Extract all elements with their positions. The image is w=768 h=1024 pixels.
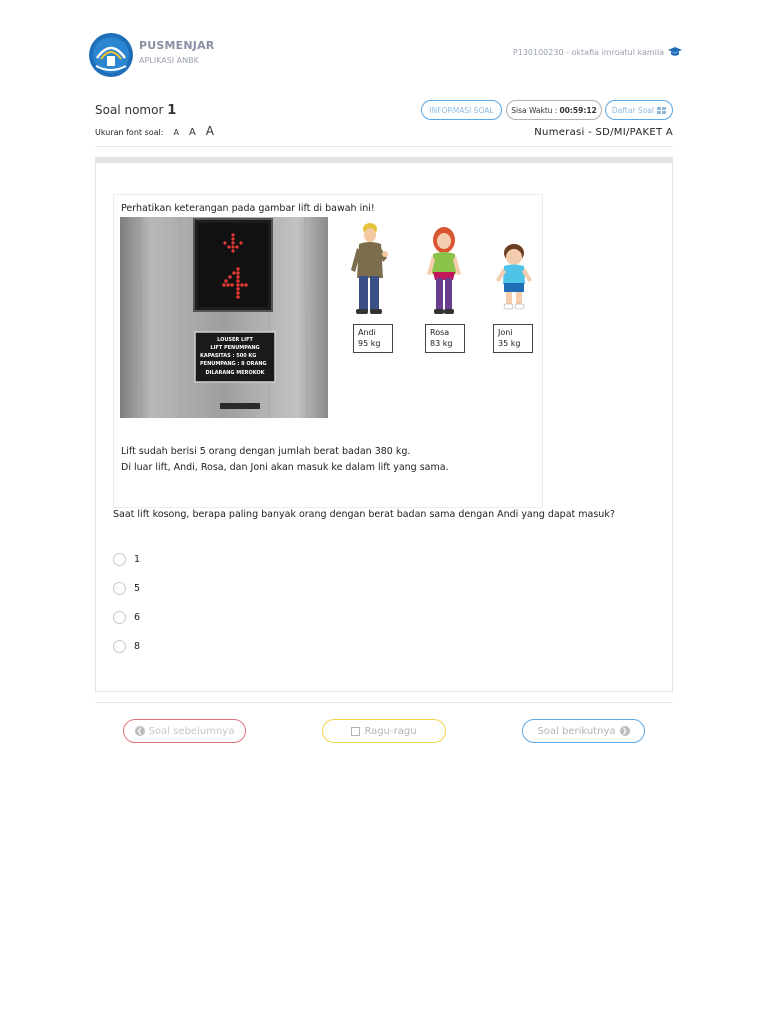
prev-question-label: Soal sebelumnya <box>148 725 235 737</box>
tut-wuri-logo <box>88 32 134 78</box>
lift-sign-line1: LOUSER LIFT <box>217 337 253 343</box>
rosa-weight: 83 kg <box>430 339 453 348</box>
daftar-soal-button[interactable] <box>605 100 673 120</box>
radio-button[interactable] <box>113 582 126 595</box>
info-soal-button[interactable]: INFORMASI SOAL <box>421 100 502 120</box>
rosa-name: Rosa <box>430 328 450 337</box>
radio-button[interactable] <box>113 640 126 653</box>
question-text: Saat lift kosong, berapa paling banyak orang dengan berat badan sama dengan Andi yang dapat masuk? <box>113 509 615 520</box>
chevron-right-circle-icon: ❯ <box>620 726 630 736</box>
option-1[interactable] <box>113 553 140 566</box>
graduation-cap-icon <box>668 47 682 57</box>
chevron-left-circle-icon: ❮ <box>135 726 145 736</box>
divider <box>95 702 673 703</box>
font-size-selector <box>95 124 214 138</box>
question-number: 1 <box>167 103 177 118</box>
brand-name: PUSMENJAR <box>139 39 215 52</box>
stimulus-line-2: Di luar lift, Andi, Rosa, dan Joni akan masuk ke dalam lift yang sama. <box>121 462 449 473</box>
joni-figure <box>493 242 535 312</box>
option-2[interactable] <box>113 582 140 595</box>
checkbox-icon <box>351 727 360 736</box>
joni-weight: 35 kg <box>498 339 521 348</box>
radio-button[interactable] <box>113 611 126 624</box>
timer-value: 00:59:12 <box>559 105 597 115</box>
doubt-label: Ragu-ragu <box>364 725 417 737</box>
andi-figure <box>343 220 393 316</box>
next-question-label: Soal berikutnya <box>537 725 616 737</box>
option-label: 1 <box>134 554 141 565</box>
doubt-button[interactable] <box>322 719 446 743</box>
timer-label: Sisa Waktu : <box>511 105 558 115</box>
andi-weight: 95 kg <box>358 339 381 348</box>
brand-subtitle: APLIKASI ANBK <box>139 56 199 65</box>
radio-button[interactable] <box>113 553 126 566</box>
timer-badge <box>506 100 602 120</box>
joni-name: Joni <box>498 328 513 337</box>
option-3[interactable] <box>113 611 140 624</box>
next-question-button[interactable] <box>522 719 645 743</box>
user-info-text: P130100230 - oktafia imroatul kamila <box>512 47 664 57</box>
stimulus-line-1: Lift sudah berisi 5 orang dengan jumlah berat badan 380 kg. <box>121 446 411 457</box>
divider <box>95 146 673 147</box>
font-size-large-button[interactable]: A <box>205 124 215 138</box>
lift-panel-image <box>120 217 328 418</box>
rosa-figure <box>423 224 465 318</box>
option-4[interactable] <box>113 640 140 653</box>
rosa-tag <box>425 324 465 353</box>
subject-label: Numerasi - SD/MI/PAKET A <box>534 127 673 138</box>
andi-tag <box>353 324 393 353</box>
daftar-soal-label: Daftar Soal <box>612 105 654 115</box>
stimulus-text <box>121 444 449 476</box>
prev-question-button[interactable] <box>123 719 246 743</box>
lift-sign-line4: PENUMPANG : 8 ORANG <box>200 361 267 367</box>
user-info <box>513 47 682 57</box>
question-card-topbar <box>95 157 673 163</box>
option-label: 8 <box>134 641 141 652</box>
question-title <box>95 103 176 118</box>
joni-tag <box>493 324 533 353</box>
stimulus-intro: Perhatikan keterangan pada gambar lift di bawah ini! <box>121 203 375 214</box>
andi-name: Andi <box>358 328 376 337</box>
option-label: 5 <box>134 583 141 594</box>
grid-icon <box>657 107 666 114</box>
font-size-label: Ukuran font soal: <box>95 128 164 137</box>
lift-sign-line5: DILARANG MEROKOK <box>205 370 265 376</box>
question-title-prefix: Soal nomor <box>95 103 164 117</box>
lift-sign-line3: KAPASITAS : 500 KG <box>200 353 257 359</box>
font-size-small-button[interactable]: A <box>173 128 179 137</box>
font-size-medium-button[interactable]: A <box>188 127 196 138</box>
option-label: 6 <box>134 612 141 623</box>
lift-sign-line2: LIFT PENUMPANG <box>210 345 260 351</box>
